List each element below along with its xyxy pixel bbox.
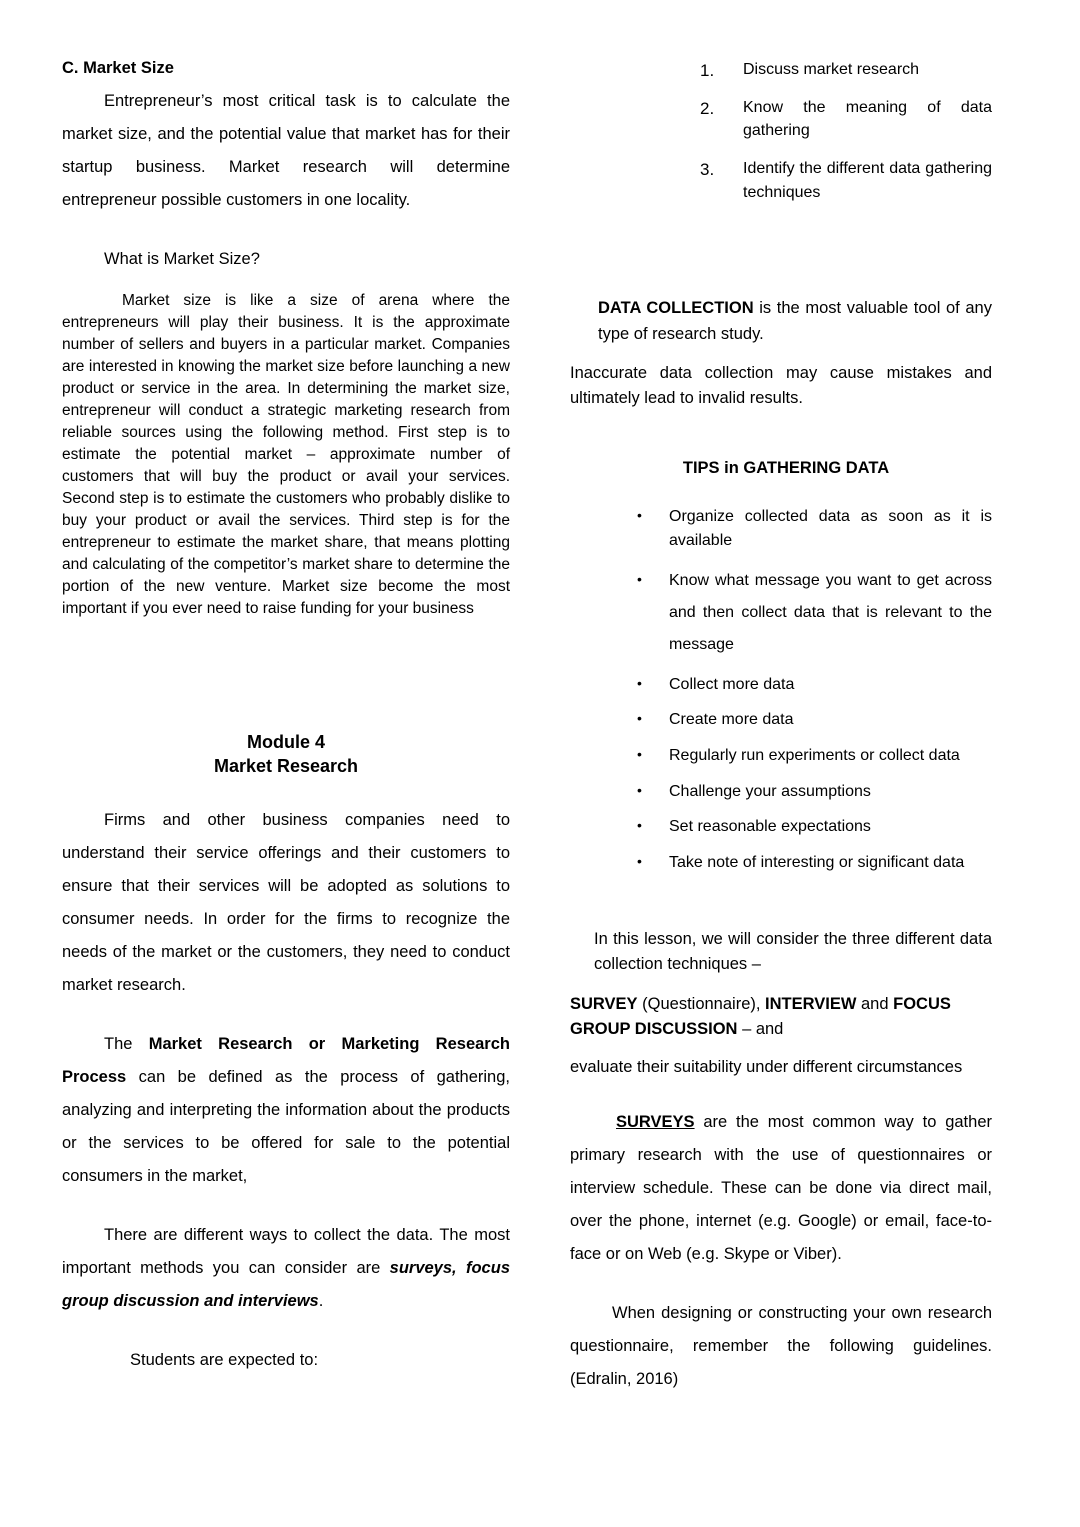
bullet-icon: • [637, 507, 642, 524]
spacer [570, 411, 992, 457]
spacer [570, 282, 992, 296]
spacer [570, 1080, 992, 1106]
tip-text: Know what message you want to get across and then collect data that is relevant to the message [669, 571, 992, 653]
data-collection-rest: is the most valuable tool of any type of research study. [598, 299, 992, 343]
bullet-icon: • [637, 745, 642, 762]
spacer [62, 1002, 510, 1028]
list-item [637, 780, 992, 804]
process-rest-text: can be defined as the process of gathering, analyzing and interpreting the information about the products or the services to be offered for sale to the potential consumers in the market, [62, 1068, 510, 1186]
spacer [62, 217, 510, 243]
objective-text: Identify the different data gathering techniques [743, 160, 992, 201]
list-item [637, 673, 992, 697]
methods-lead-text: There are different ways to collect the data. The most important methods you can consider are [62, 1226, 510, 1278]
question-what-is-market-size: What is Market Size? [104, 249, 260, 268]
technique-fgd-term: FOCUS GROUP DISCUSSION [570, 994, 951, 1038]
objective-number: 1. [700, 61, 715, 80]
data-collection-term: DATA COLLECTION [598, 299, 754, 318]
spacer [62, 620, 510, 684]
spacer [62, 1193, 510, 1219]
surveys-term: SURVEYS [616, 1113, 695, 1131]
methods-bold-italic-terms: surveys, focus group discussion and interviews [62, 1259, 510, 1311]
list-item [637, 744, 992, 768]
list-item [637, 565, 992, 661]
list-item [637, 815, 992, 839]
objective-number: 3. [700, 160, 715, 180]
tips-bullet-list [570, 505, 992, 874]
evaluate-suitability-line: evaluate their suitability under different circumstances [570, 1058, 963, 1077]
right-column [570, 58, 992, 1396]
spacer [62, 276, 510, 290]
bullet-icon: • [637, 710, 642, 727]
inaccurate-data-note: Inaccurate data collection may cause mistakes and ultimately lead to invalid results. [570, 364, 992, 408]
section-heading-market-size: C. Market Size [62, 59, 174, 77]
spacer [570, 1041, 992, 1055]
learning-objectives-list [700, 58, 992, 204]
lesson-intro-text: In this lesson, we will consider the three different data collection techniques – [594, 929, 992, 974]
technique-interview-term: INTERVIEW [765, 994, 857, 1013]
list-item [700, 96, 992, 143]
techniques-mid-2: and [856, 994, 894, 1013]
technique-survey-term: SURVEY [570, 994, 638, 1013]
objective-text: Know the meaning of data gathering [743, 98, 992, 140]
tip-text: Challenge your assumptions [669, 782, 871, 800]
tip-text: Regularly run experiments or collect data [669, 746, 960, 764]
spacer [570, 218, 992, 282]
list-item [637, 505, 992, 552]
module-title-line-1: Module 4 [246, 731, 325, 752]
spacer [570, 347, 992, 361]
spacer [62, 1318, 510, 1344]
bullet-icon: • [637, 781, 642, 798]
left-column [62, 58, 510, 1377]
spacer [62, 778, 510, 804]
tips-heading: TIPS in GATHERING DATA [682, 458, 890, 477]
tip-text: Set reasonable expectations [669, 818, 871, 836]
students-expected-line: Students are expected to: [130, 1351, 319, 1370]
spacer [570, 978, 992, 992]
list-item [637, 708, 992, 732]
paragraph-market-size-definition: Market size is like a size of arena where the entrepreneurs will play their business. It is the approximate number of sellers and buyers in a particular market. Companies are interested in knowing the market size before launching a new product or service in the area. In determining the market size, entrepreneur will conduct a strategic marketing research from reliable sources using the following method. First step is to estimate the potential market – approximate number of customers that will buy the product or avail your services. Second step is to estimate the customers who probably dislike to buy your product or avail the services. Third step is for the entrepreneur to estimate the market share, that means plotting and calculating of the competitor’s market share to determine the portion of the new venture. Market size become the most important if you ever need to raise funding for your business [62, 291, 510, 617]
methods-tail-text: . [318, 1292, 324, 1311]
surveys-rest: are the most common way to gather primary research with the use of questionnaires or interview schedule. These can be done via direct mail, over the phone, internet (e.g. Google) or email, face-to-face or on Web (e.g. Skype or Viber). [570, 1113, 992, 1263]
data-collection-callout [598, 296, 992, 347]
paragraph-market-research-process [62, 1028, 510, 1193]
paragraph-collect-data-methods [62, 1219, 510, 1318]
spacer [570, 1271, 992, 1297]
bullet-icon: • [637, 852, 642, 869]
spacer [62, 684, 510, 730]
tip-text: Organize collected data as soon as it is available [669, 508, 992, 549]
paragraph-entrepreneur-task: Entrepreneur’s most critical task is to calculate the market size, and the potential value that market has for their startup business. Market research will determine entrepreneur possible customers in one locality. [62, 91, 510, 209]
paragraph-guidelines: When designing or constructing your own research questionnaire, remember the following guidelines. (Edralin, 2016) [570, 1304, 992, 1388]
paragraph-surveys [570, 1106, 992, 1271]
process-lead-text: The [104, 1035, 149, 1054]
list-item [637, 851, 992, 875]
list-item [700, 58, 992, 82]
techniques-line [570, 992, 992, 1042]
process-bold-term: Market Research or Marketing Research Process [62, 1035, 510, 1087]
techniques-mid-1: (Questionnaire), [637, 994, 766, 1013]
objective-text: Discuss market research [743, 61, 920, 78]
objective-number: 2. [700, 98, 715, 118]
bullet-icon: • [637, 674, 642, 691]
spacer [570, 887, 992, 913]
list-item [700, 157, 992, 204]
tip-text: Create more data [669, 711, 794, 729]
spacer [570, 913, 992, 927]
tip-text: Take note of interesting or significant data [669, 853, 965, 871]
bullet-icon: • [637, 817, 642, 834]
tip-text: Collect more data [669, 675, 795, 693]
module-title-line-2: Market Research [213, 755, 359, 776]
spacer [570, 479, 992, 505]
techniques-tail: – and [737, 1019, 784, 1038]
bullet-icon: • [637, 570, 642, 587]
paragraph-firms-companies: Firms and other business companies need to understand their service offerings and their customers to ensure that their services will be adopted as solutions to consumer needs. In order for the firms to recognize the needs of the market or the customers, they need to conduct market research. [62, 811, 510, 995]
